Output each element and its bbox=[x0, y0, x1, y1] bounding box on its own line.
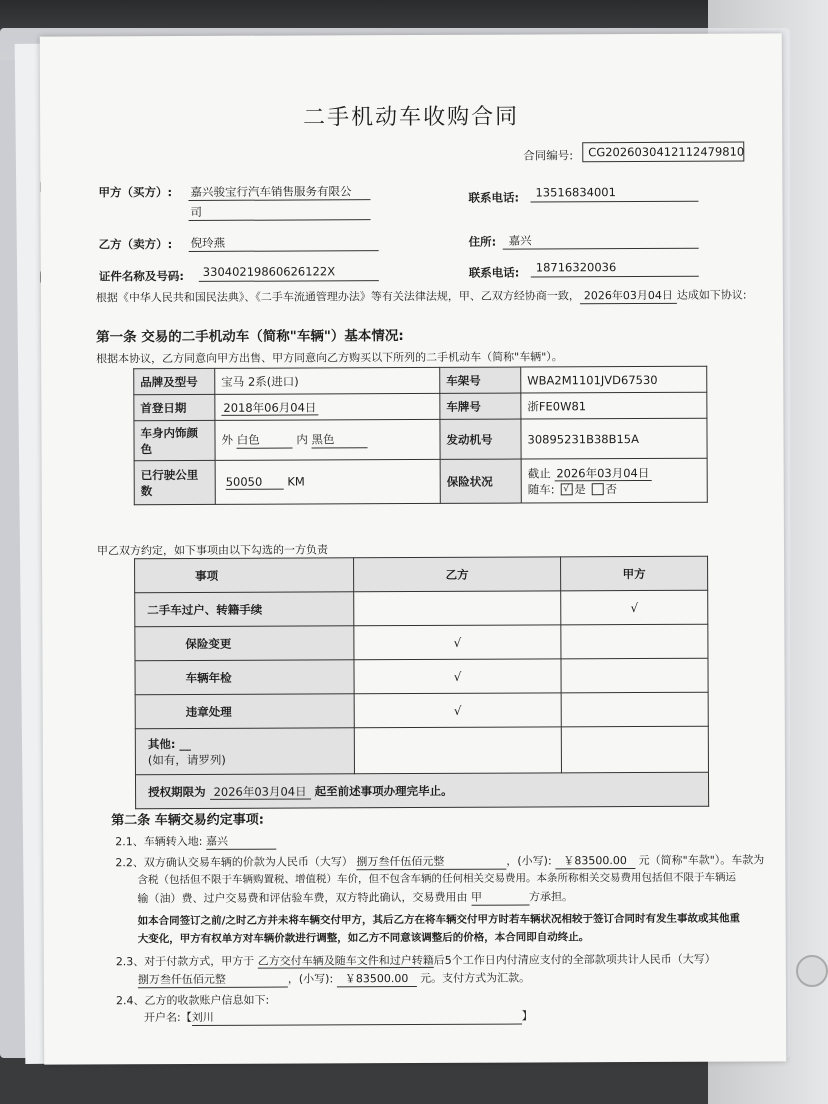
clause-2-2-line1 bbox=[115, 851, 764, 871]
account-holder-close: 】 bbox=[521, 1009, 533, 1023]
clause-2-2-line3-b: 方承担。 bbox=[528, 890, 574, 904]
clause-2-1 bbox=[115, 833, 276, 851]
price-adjust-line1: 如本合同签订之前/之时乙方并未将车辆交付甲方，其后乙方在将车辆交付甲方时若车辆状况相较于签订合同时有发生事故或其他重 bbox=[137, 912, 740, 928]
interior-color: 黑色 bbox=[311, 431, 367, 448]
clause-2-3-line2 bbox=[138, 969, 530, 988]
clause-2-3-line1 bbox=[116, 951, 716, 970]
clause-2-2-text-b: ，(小写): bbox=[506, 854, 552, 868]
exterior-color: 白色 bbox=[237, 432, 293, 449]
party-a-label: 甲方（买方）: bbox=[98, 185, 173, 200]
clause-2-2-line2: 含税（包括但不限于车辆购置税、增值税）车价，但不包含车辆的任何相关交易费用。本条所称相关交易费用包括但不限于车辆运 bbox=[137, 871, 736, 887]
duty-row bbox=[135, 590, 708, 626]
payment-amount: ￥83500.00 bbox=[337, 970, 417, 987]
duty-item: 车辆年检 bbox=[135, 660, 354, 695]
party-b-phone-label: 联系电话: bbox=[468, 265, 520, 280]
duty-b-mark bbox=[354, 591, 561, 626]
exterior-prefix: 外 bbox=[221, 432, 234, 447]
color-label bbox=[134, 420, 215, 460]
brand-value: 宝马 2系(进口) bbox=[215, 367, 440, 394]
duty-other-b bbox=[354, 727, 561, 774]
article-1-intro: 根据本协议，乙方同意向甲方出售、甲方同意向乙方购买以下所列的二手机动车（简称"车辆"）。 bbox=[96, 350, 563, 366]
registration-date-cell bbox=[215, 393, 440, 420]
preamble-text bbox=[96, 287, 747, 307]
contract-page bbox=[40, 33, 786, 1064]
party-a-phone: 13516834001 bbox=[535, 185, 616, 200]
vin-value: WBA2M1101JVD67530 bbox=[521, 366, 707, 393]
clause-2-4: 2.4、乙方的收款账户信息如下: bbox=[115, 993, 270, 1008]
registration-date-label: 首登日期 bbox=[134, 394, 215, 420]
duty-item: 保险变更 bbox=[135, 626, 354, 661]
insurance-cell bbox=[521, 458, 707, 503]
duty-table bbox=[134, 556, 709, 810]
payment-condition: 乙方交付车辆及随车文件和过户转籍 bbox=[257, 953, 434, 968]
color-cell bbox=[215, 419, 440, 460]
no-label: 否 bbox=[605, 481, 617, 496]
duty-other-label-text: 其他: bbox=[147, 736, 176, 751]
fee-payer: 甲 bbox=[471, 888, 529, 905]
preamble-suffix: 达成如下协议: bbox=[676, 288, 747, 302]
duty-other-value: __ bbox=[179, 736, 192, 751]
party-a-phone-label: 联系电话: bbox=[468, 190, 520, 205]
party-b-name: 倪玲燕 bbox=[190, 235, 226, 250]
duty-deadline-row bbox=[135, 772, 708, 808]
mileage-label-line2: 数 bbox=[140, 483, 153, 498]
color-label-line2: 色 bbox=[140, 441, 153, 456]
yes-label: 是 bbox=[574, 481, 586, 496]
clause-2-1-label: 2.1、车辆转入地: bbox=[115, 834, 203, 849]
account-holder-line bbox=[144, 1007, 533, 1026]
payment-amount-chinese: 捌万叁仟伍佰元整 bbox=[138, 971, 288, 989]
party-a-name-underline-2 bbox=[189, 219, 371, 221]
duty-item: 违章处理 bbox=[135, 694, 354, 729]
clause-2-2-line3-a: 输（油）费、过户交易费和评估验车费，双方特此确认，交易费用由 bbox=[137, 890, 468, 906]
insurance-until-prefix: 截止 bbox=[527, 465, 551, 480]
plate-value: 浙FE0W81 bbox=[521, 392, 707, 419]
party-b-address-label: 住所: bbox=[468, 234, 497, 249]
sleeve-rivet bbox=[796, 955, 828, 987]
clause-2-3-text-b: 后5个工作日内付清应支付的全部款项共计人民币（大写） bbox=[433, 952, 716, 967]
duty-col-a: 甲方 bbox=[561, 556, 708, 591]
mileage-label bbox=[134, 460, 215, 504]
mileage-cell bbox=[215, 459, 440, 504]
mileage-unit: KM bbox=[287, 474, 305, 489]
contract-number-label: 合同编号: bbox=[523, 148, 574, 163]
duty-row bbox=[135, 658, 708, 694]
mileage-value: 50050 bbox=[226, 475, 284, 490]
party-a-name-cont: 司 bbox=[190, 204, 203, 219]
deadline-date: 2026年03月04日 bbox=[210, 784, 311, 799]
party-b-phone-underline bbox=[531, 276, 699, 278]
party-b-name-underline bbox=[189, 250, 379, 252]
duty-other-a bbox=[561, 726, 708, 773]
party-b-id: 33040219860626122X bbox=[202, 264, 336, 279]
duty-other-row bbox=[135, 726, 708, 774]
yes-checkbox: √ bbox=[560, 483, 572, 495]
duty-a-mark bbox=[561, 658, 708, 693]
party-b-phone: 18716320036 bbox=[535, 260, 617, 275]
duty-col-b: 乙方 bbox=[354, 557, 561, 592]
clause-2-2-text-a: 2.2、双方确认交易车辆的价款为人民币（大写） bbox=[115, 855, 353, 870]
price-amount: ￥83500.00 bbox=[555, 852, 635, 869]
deadline-label: 授权期限为 bbox=[148, 784, 206, 799]
price-adjust-line2: 大变化，甲方有权单方对车辆价款进行调整，如乙方不同意该调整后的价格，本合同即自动终止。 bbox=[137, 931, 590, 946]
clause-2-2-text-c: 元（简称"车款"）。车款为 bbox=[638, 853, 765, 868]
duty-col-item: 事项 bbox=[135, 558, 354, 593]
party-b-address-underline bbox=[503, 248, 699, 250]
clause-2-3-text-a: 2.3、对于付款方式，甲方于 bbox=[115, 954, 255, 969]
preamble-body: 根据《中华人民共和国民法典》、《二手车流通管理办法》等有关法律法规，甲、乙双方经协商一致， bbox=[95, 289, 580, 305]
duty-row bbox=[135, 624, 708, 660]
engine-label: 发动机号 bbox=[440, 419, 521, 459]
duty-b-mark: √ bbox=[354, 693, 561, 728]
duty-other-cell bbox=[135, 728, 354, 775]
deadline-suffix: 起至前述事项办理完毕止。 bbox=[314, 783, 453, 798]
follow-vehicle bbox=[528, 480, 701, 497]
duty-b-mark: √ bbox=[354, 625, 561, 660]
contract-number: CG2026030412112479810 bbox=[588, 144, 745, 160]
clause-2-3-text-c: ，(小写): bbox=[287, 972, 334, 986]
clause-2-3-text-d: 元。支付方式为汇款。 bbox=[420, 971, 531, 985]
color-label-line1: 车身内饰颜 bbox=[140, 425, 199, 440]
registration-date: 2018年06月04日 bbox=[221, 400, 318, 415]
party-a-name-underline bbox=[188, 199, 370, 201]
brand-label: 品牌及型号 bbox=[134, 368, 215, 394]
vehicle-info-table bbox=[133, 366, 708, 506]
transfer-destination: 嘉兴 bbox=[206, 833, 276, 850]
follow-label: 随车: bbox=[527, 481, 555, 496]
article-1-heading: 第一条 交易的二手机动车（简称"车辆"）基本情况: bbox=[96, 328, 404, 346]
duty-b-mark: √ bbox=[354, 659, 561, 694]
insurance-label: 保险状况 bbox=[440, 459, 521, 503]
party-b-id-underline bbox=[199, 280, 379, 282]
article-2-heading: 第二条 车辆交易约定事项: bbox=[111, 812, 264, 829]
party-b-address: 嘉兴 bbox=[508, 233, 532, 248]
interior-prefix: 内 bbox=[296, 432, 308, 447]
duty-intro: 甲乙双方约定，如下事项由以下勾选的一方负责 bbox=[96, 543, 329, 558]
duty-item: 二手车过户、转籍手续 bbox=[135, 592, 354, 627]
insurance-until bbox=[528, 464, 701, 481]
duty-other-label bbox=[148, 735, 346, 752]
party-a-name: 嘉兴骏宝行汽车销售服务有限公 bbox=[190, 184, 352, 199]
insurance-until-date: 2026年03月04日 bbox=[554, 465, 651, 480]
duty-a-mark bbox=[561, 624, 708, 659]
price-amount-chinese: 捌万叁仟伍佰元整 bbox=[356, 853, 506, 871]
clause-2-2-line3 bbox=[137, 888, 573, 907]
duty-a-mark: √ bbox=[561, 590, 708, 625]
duty-other-note: (如有，请罗列) bbox=[147, 752, 226, 767]
plate-label: 车牌号 bbox=[440, 393, 521, 419]
engine-value: 30895231B38B15A bbox=[521, 418, 707, 459]
vin-label: 车架号 bbox=[440, 367, 521, 393]
no-checkbox bbox=[591, 483, 603, 495]
party-a-phone-underline bbox=[530, 201, 698, 203]
mileage-label-line1: 已行驶公里 bbox=[140, 467, 199, 482]
duty-row bbox=[135, 692, 708, 728]
account-holder-name: 刘川 bbox=[192, 1008, 522, 1026]
duty-a-mark bbox=[561, 692, 708, 727]
document-title: 二手机动车收购合同 bbox=[303, 104, 520, 131]
account-holder-label: 开户名:【 bbox=[144, 1010, 192, 1025]
party-b-label: 乙方（卖方）: bbox=[98, 237, 173, 252]
duty-deadline bbox=[135, 772, 708, 808]
agreement-date: 2026年03月04日 bbox=[580, 287, 677, 304]
party-b-id-label: 证件名称及号码: bbox=[98, 268, 184, 284]
